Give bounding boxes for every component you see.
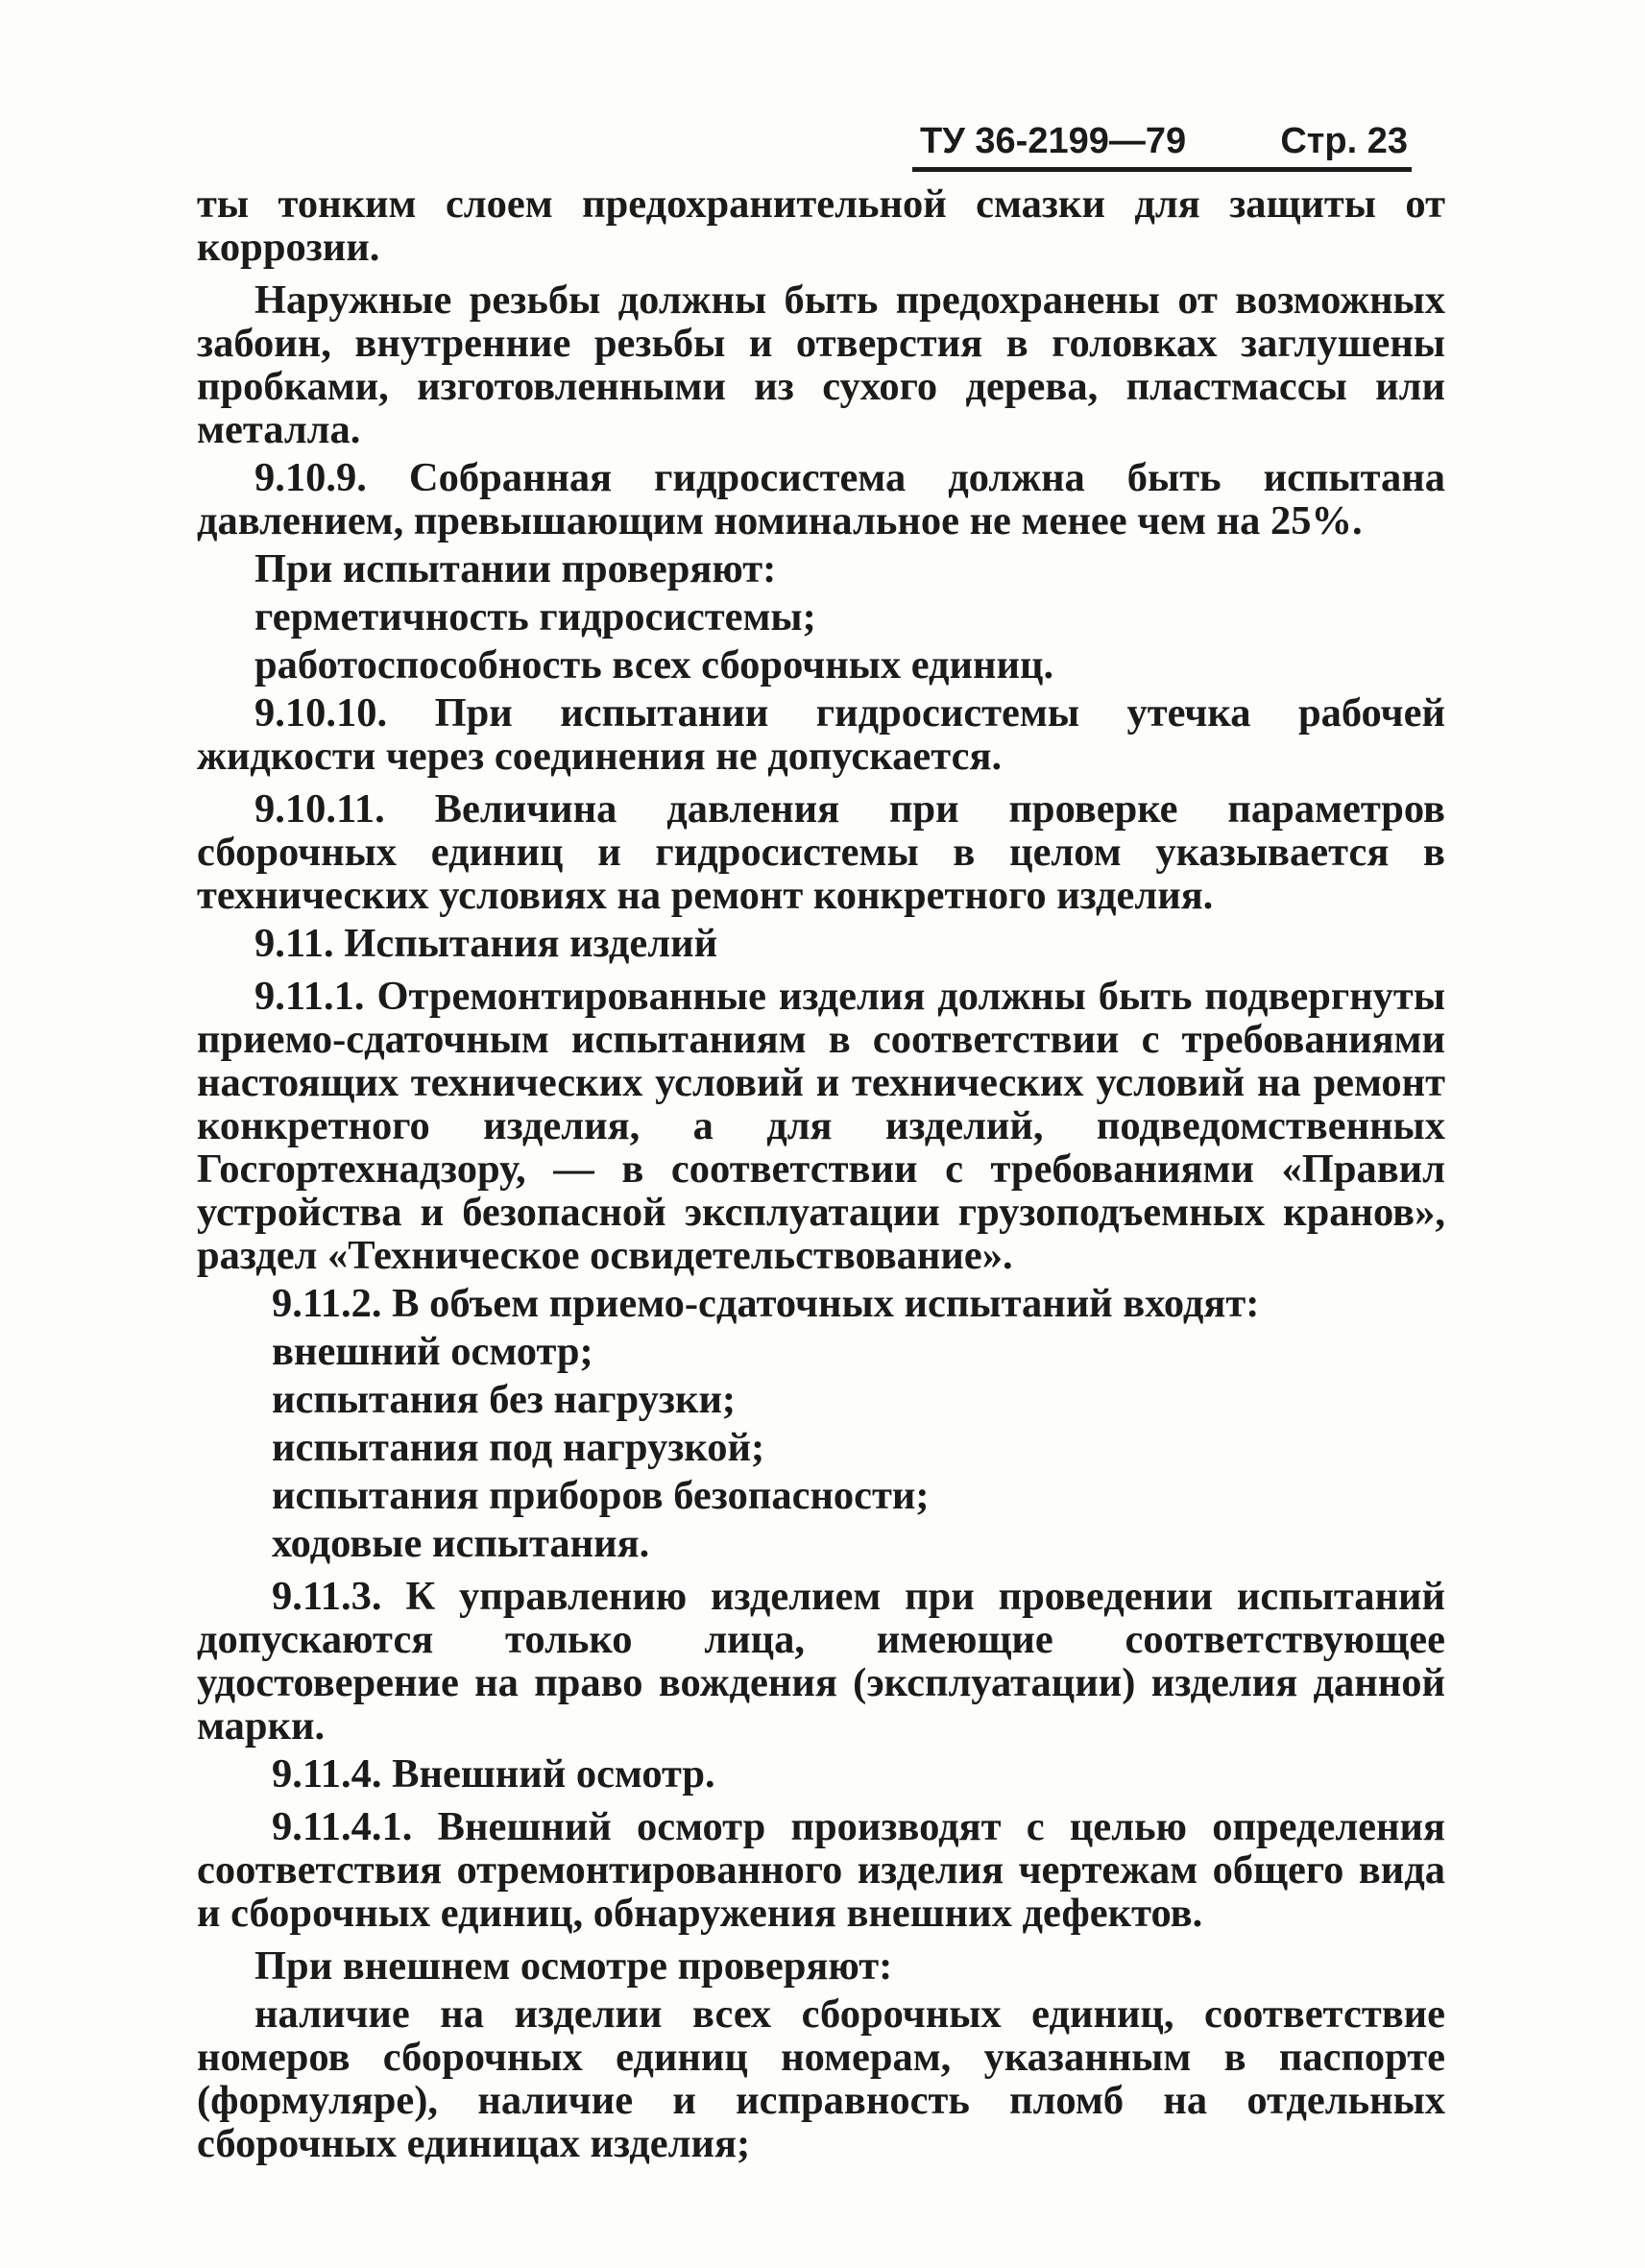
clause-9-11-4: 9.11.4. Внешний осмотр. (272, 1751, 715, 1797)
paragraph: Наружные резьбы должны быть предохранены от возможных забоин, внутренние резьбы и отверстия в головках заглушены пробками, изготовленными из сухого дерева, пластмассы или металла. (197, 277, 1445, 452)
clause-9-11-3: 9.11.3. К управлению изделием при проведении испытаний допускаются только лица, имеющие соответствующее удостоверение на право вождения (эксплуатации) изделия данной марки. (197, 1574, 1445, 1749)
body-text (197, 182, 1445, 2170)
section-heading-9-11: 9.11. Испытания изделий (254, 921, 718, 966)
clause-9-10-10: 9.10.10. При испытании гидросистемы утечка рабочей жидкости через соединения не допускается. (197, 690, 1445, 779)
clause-9-11-4-1: 9.11.4.1. Внешний осмотр производят с целью определения соответствия отремонтированного изделия чертежам общего вида и сборочных единиц, обнаружения внешних дефектов. (197, 1804, 1445, 1936)
list-item: испытания приборов безопасности; (272, 1473, 930, 1518)
list-item: внешний осмотр; (272, 1329, 593, 1374)
page-header (912, 115, 1412, 172)
document-code: ТУ 36-2199—79 (920, 121, 1187, 161)
clause-9-10-9: 9.10.9. Собранная гидросистема должна быть испытана давлением, превышающим номинальное не менее чем на 25%. (197, 455, 1445, 543)
clause-9-10-11: 9.10.11. Величина давления при проверке параметров сборочных единиц и гидросистемы в целом указывается в технических условиях на ремонт конкретного изделия. (197, 786, 1445, 918)
paragraph: ты тонким слоем предохранительной смазки для защиты от коррозии. (197, 181, 1445, 270)
page-number: Стр. 23 (1280, 121, 1408, 161)
list-item: испытания под нагрузкой; (272, 1425, 765, 1470)
paragraph: При испытании проверяют: (254, 546, 777, 591)
list-item: герметичность гидросистемы; (254, 594, 816, 639)
paragraph: наличие на изделии всех сборочных единиц, соответствие номеров сборочных единиц номерам, указанным в паспорте (формуляре), наличие и исправность пломб на отдельных сборочных единицах изделия; (197, 1991, 1445, 2166)
list-item: испытания без нагрузки; (272, 1377, 737, 1422)
clause-9-11-2: 9.11.2. В объем приемо-сдаточных испытаний входят: (272, 1281, 1260, 1326)
clause-9-11-1: 9.11.1. Отремонтированные изделия должны быть подвергнуты приемо-сдаточным испытаниям в соответствии с требованиями настоящих технических условий и технических условий на ремонт конкретного изделия, а для изделий, подведомственных Госгортехнадзору, — в соответствии с требованиями «Правил устройства и безопасной эксплуатации грузоподъемных кранов», раздел «Техническое освидетельствование». (197, 974, 1445, 1278)
list-item: работоспособность всех сборочных единиц. (254, 642, 1054, 688)
list-item: ходовые испытания. (272, 1521, 650, 1566)
paragraph: При внешнем осмотре проверяют: (254, 1943, 893, 1989)
